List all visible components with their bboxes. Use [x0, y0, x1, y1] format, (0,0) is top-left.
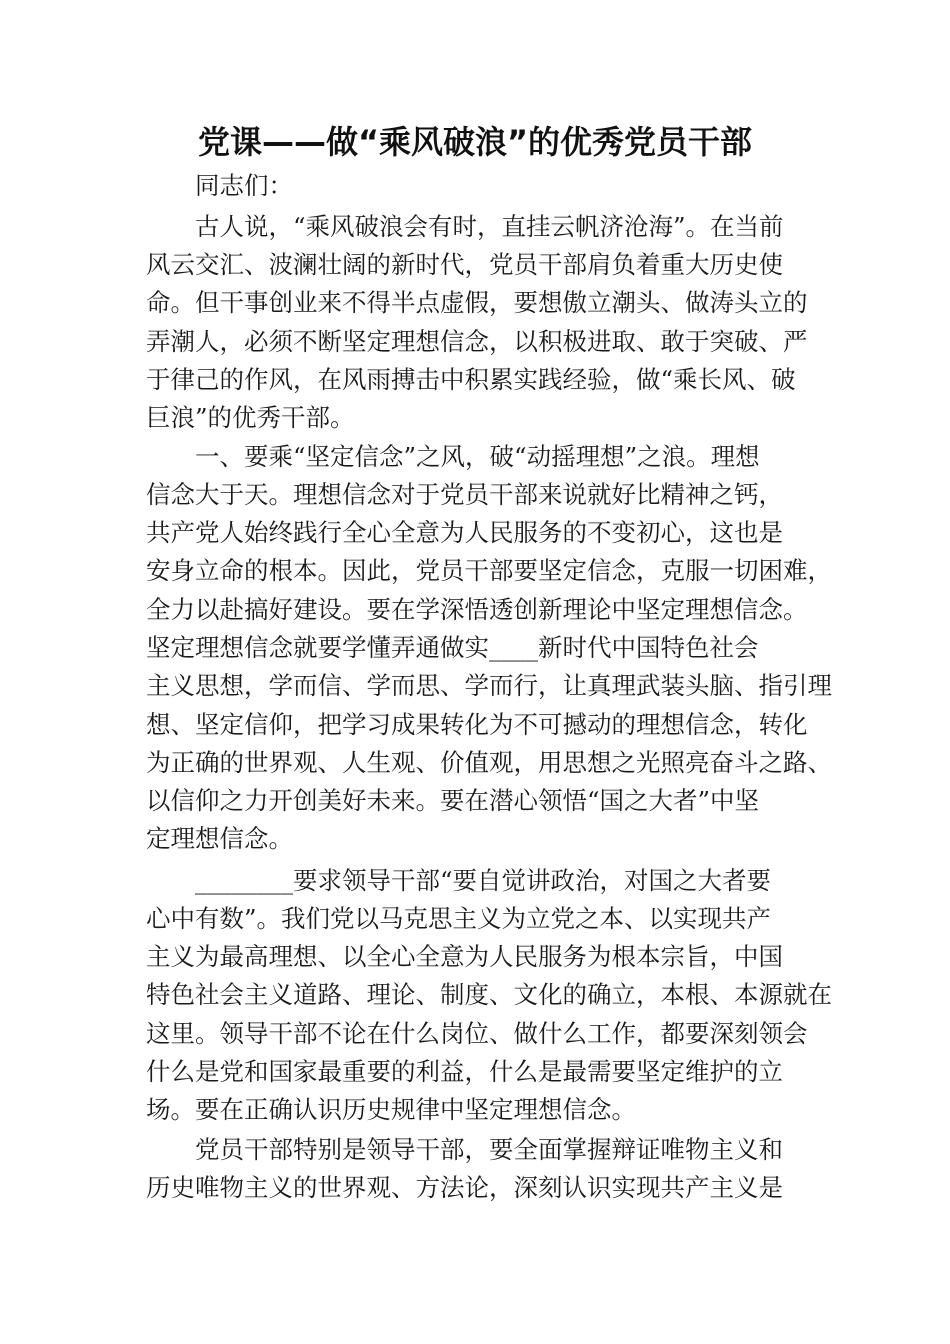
paragraph-line: 全力以赴搞好建设。要在学深悟透创新理论中坚定理想信念。: [146, 595, 808, 624]
paragraph-line: 信念大于天。理想信念对于党员干部来说就好比精神之钙，: [146, 480, 783, 509]
paragraph-line: 什么是党和国家最重要的利益，什么是最需要坚定维护的立: [146, 1057, 783, 1086]
paragraph-line: 一、要乘“坚定信念”之风，破“动摇理想”之浪。理想: [195, 442, 760, 471]
paragraph-line: 心中有数”。我们党以马克思主义为立党之本、以实现共产: [146, 904, 772, 933]
paragraph-line: 安身立命的根本。因此，党员干部要坚定信念，克服一切困难，: [146, 556, 832, 585]
paragraph-line: 场。要在正确认识历史规律中坚定理想信念。: [146, 1095, 636, 1124]
paragraph-line: 古人说，“乘风破浪会有时，直挂云帆济沧海”。在当前: [195, 212, 784, 241]
document-title: 党课——做“乘风破浪”的优秀党员干部: [197, 123, 753, 161]
paragraph-line: 巨浪”的优秀干部。: [146, 403, 355, 432]
paragraph-line: 想、坚定信仰，把学习成果转化为不可撼动的理想信念，转化: [146, 710, 808, 739]
paragraph-line: 这里。领导干部不论在什么岗位、做什么工作，都要深刻领会: [146, 1019, 808, 1048]
paragraph-line: 定理想信念。: [146, 824, 293, 853]
paragraph-line: 于律己的作风，在风雨搏击中积累实践经验，做“乘长风、破: [146, 365, 796, 394]
paragraph-line: 党员干部特别是领导干部，要全面掌握辩证唯物主义和: [195, 1135, 783, 1164]
paragraph-line: 为正确的世界观、人生观、价值观，用思想之光照亮奋斗之路、: [146, 748, 832, 777]
paragraph-line: 主义思想，学而信、学而思、学而行，让真理武装头脑、指引理: [146, 671, 832, 700]
paragraph-line: 坚定理想信念就要学懂弄通做实____新时代中国特色社会: [146, 633, 759, 662]
paragraph-line: 风云交汇、波澜壮阔的新时代，党员干部肩负着重大历史使: [146, 250, 783, 279]
paragraph-line: 特色社会主义道路、理论、制度、文化的确立，本根、本源就在: [146, 980, 832, 1009]
salutation: 同志们：: [195, 171, 293, 200]
paragraph-line: 以信仰之力开创美好未来。要在潜心领悟“国之大者”中坚: [146, 786, 760, 815]
paragraph-line: 共产党人始终践行全心全意为人民服务的不变初心，这也是: [146, 518, 783, 547]
paragraph-line: 历史唯物主义的世界观、方法论，深刻认识实现共产主义是: [146, 1173, 783, 1202]
paragraph-line: 弄潮人，必须不断坚定理想信念，以积极进取、敢于突破、严: [146, 327, 808, 356]
paragraph-line: 命。但干事创业来不得半点虚假，要想傲立潮头、做涛头立的: [146, 288, 808, 317]
paragraph-line: ________要求领导干部“要自觉讲政治，对国之大者要: [195, 866, 772, 895]
paragraph-line: 主义为最高理想、以全心全意为人民服务为根本宗旨，中国: [146, 942, 783, 971]
